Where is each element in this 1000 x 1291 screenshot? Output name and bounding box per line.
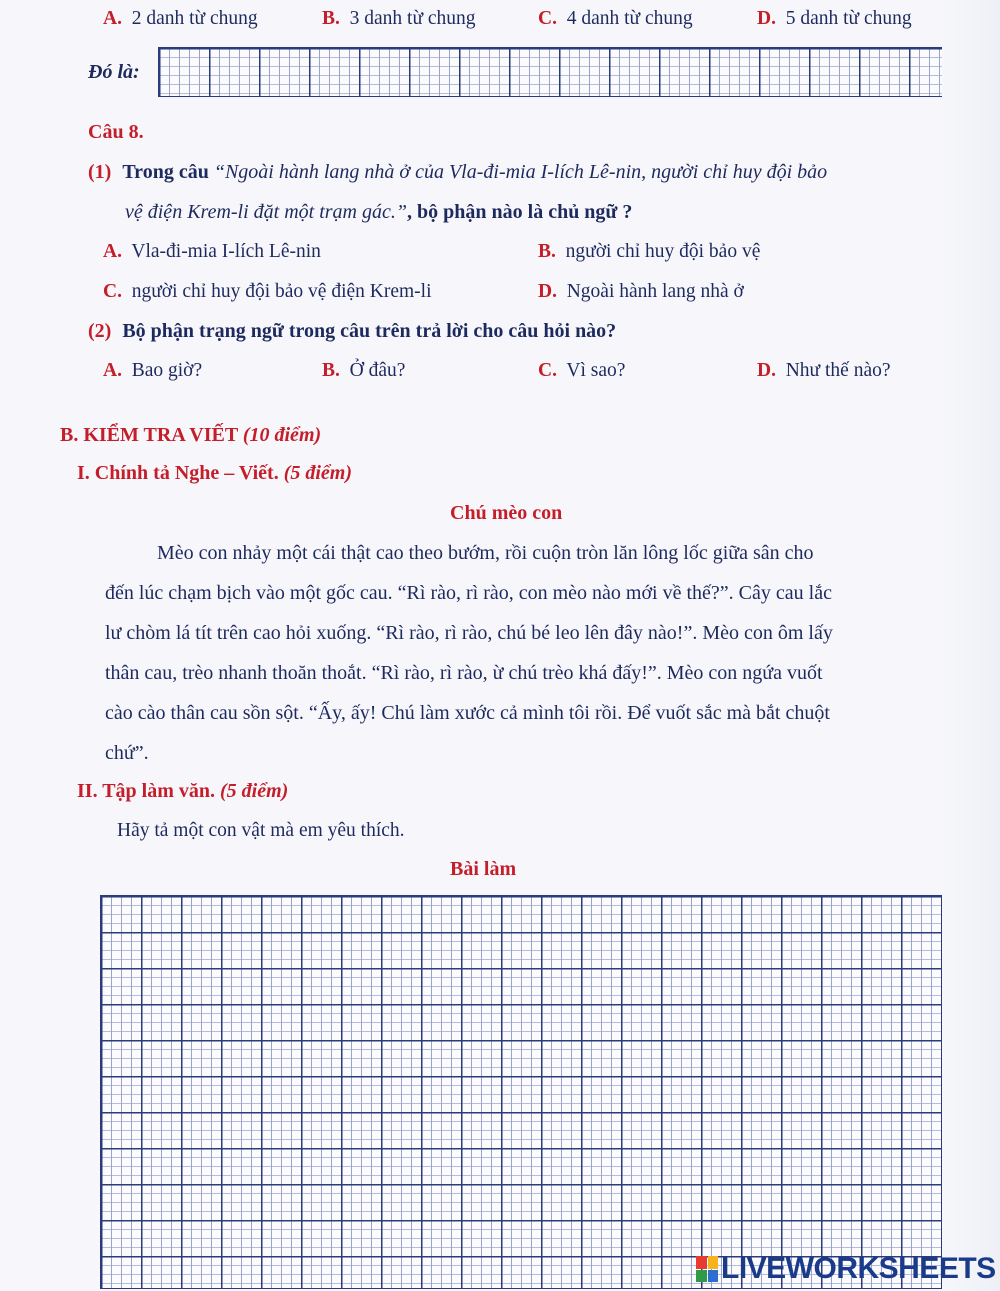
option-letter: B. — [322, 360, 340, 381]
essay-writing-grid[interactable] — [100, 895, 942, 1289]
option-letter: A. — [103, 8, 122, 29]
option-letter: B. — [322, 8, 340, 29]
option-text: Vla-đi-mia I-lích Lê-nin — [131, 241, 321, 262]
story-line-5: cào cào thân cau sồn sột. “Ấy, ấy! Chú làm xước cả mình tôi rồi. Để vuốt sắc mà bắt chuột — [105, 702, 830, 724]
q8-part2-num: (2) — [88, 320, 112, 342]
logo-text: LIVEWORKSHEETS — [721, 1252, 996, 1285]
q8-1-option-b[interactable] — [538, 241, 760, 263]
part2-prompt: Hãy tả một con vật mà em yêu thích. — [117, 820, 405, 841]
part2-points: (5 điểm) — [220, 780, 289, 802]
section-b-title: B. KIỂM TRA VIẾT — [60, 424, 238, 446]
option-text: Bao giờ? — [131, 360, 203, 381]
option-letter: A. — [103, 241, 122, 262]
essay-title: Bài làm — [450, 858, 517, 880]
option-text: Ngoài hành lang nhà ở — [566, 281, 744, 302]
q8-2-option-a[interactable] — [103, 360, 202, 382]
q7-option-c[interactable] — [538, 8, 693, 30]
option-text: Như thế nào? — [785, 360, 891, 381]
q8-title: Câu 8. — [88, 121, 144, 143]
q8-part1-quote-1: “Ngoài hành lang nhà ở của Vla-đi-mia I-lích Lê-nin, người chỉ huy đội bảo — [213, 161, 828, 183]
option-letter: B. — [538, 241, 556, 262]
story-line-1: Mèo con nhảy một cái thật cao theo bướm, rồi cuộn tròn lăn lông lốc giữa sân cho — [157, 542, 814, 564]
q8-part1-quote-2: vệ điện Krem-li đặt một trạm gác.” — [125, 201, 408, 223]
q7-answer-label: Đó là: — [88, 61, 140, 83]
option-text: người chỉ huy đội bảo vệ điện Krem-li — [131, 281, 432, 302]
option-text: Vì sao? — [566, 360, 626, 381]
logo-icon — [696, 1256, 718, 1282]
q8-2-option-d[interactable] — [757, 360, 891, 382]
story-line-2: đến lúc chạm bịch vào một gốc cau. “Rì rào, rì rào, con mèo nào mới về thế?”. Cây cau lắc — [105, 582, 832, 604]
q8-1-option-a[interactable] — [103, 241, 321, 263]
option-letter: D. — [757, 8, 776, 29]
q8-part1-lead: Trong câu — [122, 161, 209, 183]
liveworksheets-logo — [696, 1252, 996, 1286]
page-edge-shadow — [942, 0, 1000, 1291]
section-b-heading — [60, 424, 321, 447]
option-text: 3 danh từ chung — [349, 8, 476, 29]
option-letter: D. — [757, 360, 776, 381]
q7-answer-box[interactable] — [158, 47, 944, 97]
q8-part1-num: (1) — [88, 161, 112, 183]
q8-2-option-c[interactable] — [538, 360, 625, 382]
option-text: 4 danh từ chung — [566, 8, 693, 29]
option-letter: C. — [538, 8, 557, 29]
q7-option-a[interactable] — [103, 8, 258, 30]
part2-heading — [77, 780, 288, 803]
story-line-4: thân cau, trèo nhanh thoăn thoắt. “Rì rào, rì rào, ừ chú trèo khá đấy!”. Mèo con ngứa vuốt — [105, 662, 823, 684]
part2-title: II. Tập làm văn. — [77, 780, 216, 802]
q8-2-option-b[interactable] — [322, 360, 405, 382]
option-text: người chỉ huy đội bảo vệ — [565, 241, 761, 262]
q7-option-d[interactable] — [757, 8, 912, 30]
option-letter: C. — [538, 360, 557, 381]
q8-1-option-d[interactable] — [538, 281, 744, 303]
q7-option-b[interactable] — [322, 8, 476, 30]
story-title: Chú mèo con — [450, 502, 563, 524]
option-text: Ở đâu? — [349, 360, 406, 381]
story-line-6: chứ”. — [105, 742, 149, 764]
option-letter: C. — [103, 281, 122, 302]
q8-part2-text: Bộ phận trạng ngữ trong câu trên trả lời cho câu hỏi nào? — [122, 320, 617, 342]
part1-points: (5 điểm) — [283, 462, 353, 484]
part1-heading — [77, 462, 352, 485]
option-text: 2 danh từ chung — [131, 8, 258, 29]
q8-part2-question — [88, 320, 616, 343]
option-letter: A. — [103, 360, 122, 381]
story-line-3: lư chòm lá tít trên cao hỏi xuống. “Rì rào, rì rào, chú bé leo lên đây nào!”. Mèo con ôm lấy — [105, 622, 833, 644]
q8-1-option-c[interactable] — [103, 281, 432, 303]
q8-part1-line2 — [125, 201, 632, 224]
option-text: 5 danh từ chung — [785, 8, 912, 29]
part1-title: I. Chính tả Nghe – Viết. — [77, 462, 279, 484]
option-letter: D. — [538, 281, 557, 302]
section-b-points: (10 điểm) — [242, 424, 322, 446]
q8-part1-tail: , bộ phận nào là chủ ngữ ? — [407, 201, 633, 223]
q8-part1-line1 — [88, 161, 827, 184]
